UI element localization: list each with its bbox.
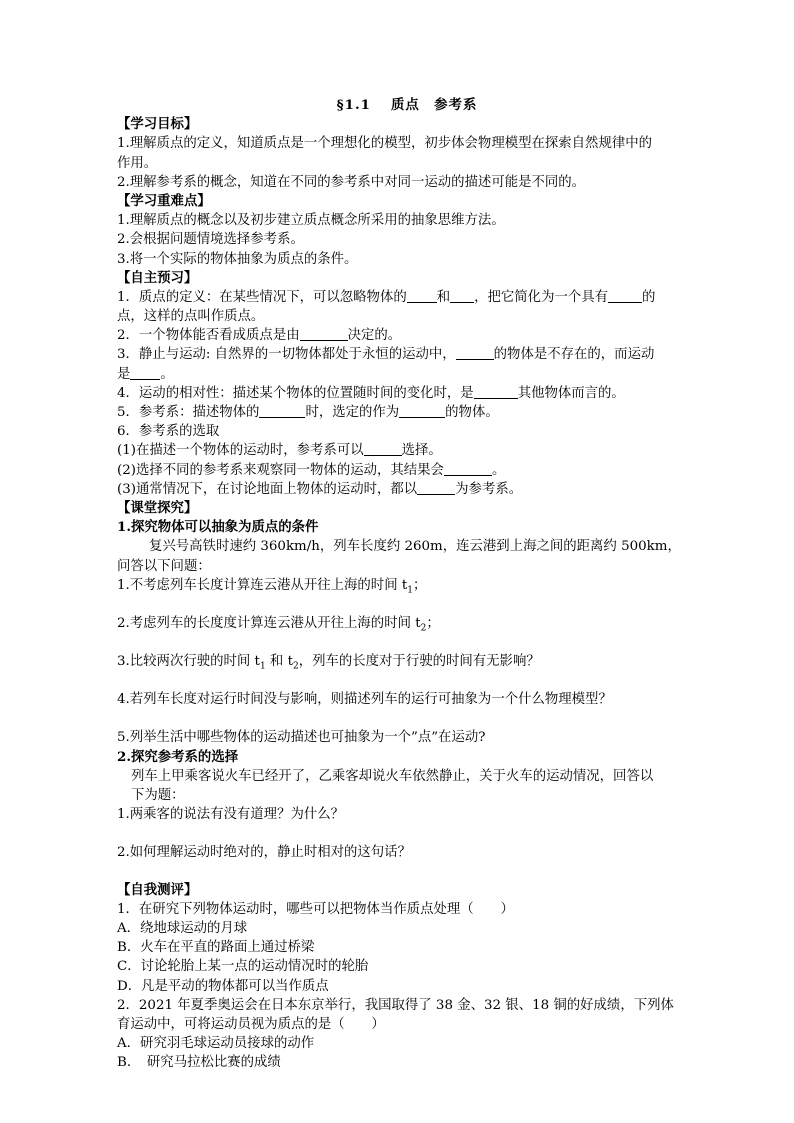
explore-part1-intro: 复兴号高铁时速约 360km/h，列车长度约 260m，连云港到上海之间的距离约 500km， — [149, 539, 681, 555]
explore-part1-q1: 1.不考虑列车长度计算连云港从开往上海的时间 $t_1$； — [117, 577, 427, 596]
objectives-heading: 【学习目标】 — [117, 116, 198, 133]
fill-blank[interactable] — [450, 288, 474, 303]
explore-part1-title: 1.探究物体可以抽象为质点的条件 — [117, 519, 319, 536]
fill-blank[interactable] — [608, 288, 642, 303]
preview-q4: 4．运动的相对性：描述某个物体的位置随时间的变化时，是 其他物体而言的。 — [117, 385, 625, 401]
keypoint-line: 3.将一个实际的物体抽象为质点的条件。 — [117, 251, 358, 267]
preview-q6-2: (2)选择不同的参考系来观察同一物体的运动，其结果会 。 — [117, 462, 506, 478]
explore-part2-q2: 2.如何理解运动时绝对的，静止时相对的这句话？ — [117, 845, 411, 861]
keypoints-heading: 【学习重难点】 — [117, 192, 211, 209]
keypoint-line: 2.会根据问题情境选择参考系。 — [117, 232, 304, 248]
fill-blank[interactable] — [407, 288, 437, 303]
selftest-q2-option: B． 研究马拉松比赛的成绩 — [117, 1055, 281, 1071]
selftest-q1: 1．在研究下列物体运动时，哪些可以把物体当作质点处理（ ） — [117, 901, 514, 917]
selftest-heading: 【自我测评】 — [117, 881, 198, 898]
fill-blank[interactable] — [456, 345, 494, 360]
preview-heading: 【自主预习】 — [117, 269, 198, 286]
keypoint-line: 1.理解质点的概念以及初步建立质点概念所采用的抽象思维方法。 — [117, 213, 505, 229]
explore-part2-q1: 1.两乘客的说法有没有道理？为什么？ — [117, 807, 345, 823]
fill-blank[interactable] — [130, 365, 160, 380]
preview-q6-3: (3)通常情况下，在讨论地面上物体的运动时，都以 为参考系。 — [117, 481, 523, 497]
fill-blank[interactable] — [474, 384, 518, 399]
fill-blank[interactable] — [444, 461, 492, 476]
explore-part1-intro-cont: 问答以下问题： — [117, 558, 211, 574]
explore-part2-intro: 列车上甲乘客说火车已经开了，乙乘客却说火车依然静止，关于火车的运动情况，回答以 — [131, 768, 654, 784]
preview-q3-cont: 是 。 — [117, 366, 174, 382]
preview-q5: 5．参考系：描述物体的 时，选定的作为 的物体。 — [117, 405, 499, 420]
explore-heading: 【课堂探究】 — [117, 499, 198, 516]
preview-q6-1: (1)在描述一个物体的运动时，参考系可以 选择。 — [117, 443, 442, 459]
objective-line: 作用。 — [117, 155, 158, 171]
selftest-q1-option: C．讨论轮胎上某一点的运动情况时的轮胎 — [117, 959, 369, 975]
explore-part1-q3: 3.比较两次行驶的时间 $t_1$ 和 $t_2$，列车的长度对于行驶的时间有无影响？ — [117, 654, 540, 672]
preview-q1-cont: 点，这样的点叫作质点。 — [117, 309, 265, 325]
explore-part1-q5: 5.列举生活中哪些物体的运动描述也可抽象为一个”点”在运动? — [117, 730, 486, 746]
fill-blank[interactable] — [364, 441, 402, 456]
preview-q6: 6．参考系的选取 — [117, 424, 220, 440]
preview-q2: 2．一个物体能否看成质点是由 决定的。 — [117, 328, 402, 344]
fill-blank[interactable] — [399, 403, 445, 418]
fill-blank[interactable] — [300, 326, 348, 341]
selftest-q1-option: B．火车在平直的路面上通过桥梁 — [117, 940, 315, 956]
objective-line: 2.理解参考系的概念，知道在不同的参考系中对同一运动的描述可能是不同的。 — [117, 174, 586, 190]
objective-line: 1.理解质点的定义，知道质点是一个理想化的模型，初步体会物理模型在探索自然规律中的 — [117, 136, 653, 152]
selftest-q1-option: A．绕地球运动的月球 — [117, 920, 248, 936]
fill-blank[interactable] — [259, 403, 305, 418]
selftest-q2-cont: 育运动中，可将运动员视为质点的是（ ） — [117, 1016, 385, 1032]
page-title: §1.1 质点 参考系 — [336, 97, 478, 113]
selftest-q2-option: A．研究羽毛球运动员接球的动作 — [117, 1036, 315, 1052]
explore-part1-q4: 4.若列车长度对运行时间没与影响，则描述列车的运行可抽象为一个什么物理模型？ — [117, 692, 612, 708]
document-content — [117, 96, 681, 1072]
preview-q3: 3．静止与运动: 自然界的一切物体都处于永恒的运动中， 的物体是不存在的，而运动 — [117, 347, 655, 363]
selftest-q1-option: D．凡是平动的物体都可以当作质点 — [117, 978, 329, 994]
preview-q1: 1．质点的定义：在某些情况下，可以忽略物体的 和 ，把它简化为一个具有 的 — [117, 289, 656, 305]
explore-part2-intro-cont: 下为题： — [131, 788, 185, 803]
fill-blank[interactable] — [417, 480, 455, 495]
explore-part2-title: 2.探究参考系的选择 — [117, 748, 239, 765]
selftest-q2: 2．2021 年夏季奥运会在日本东京举行，我国取得了 38 金、32 银、18 铜的好成绩，下列体 — [117, 997, 674, 1013]
explore-part1-q2: 2.考虑列车的长度度计算连云港从开往上海的时间 $t_2$； — [117, 615, 440, 634]
